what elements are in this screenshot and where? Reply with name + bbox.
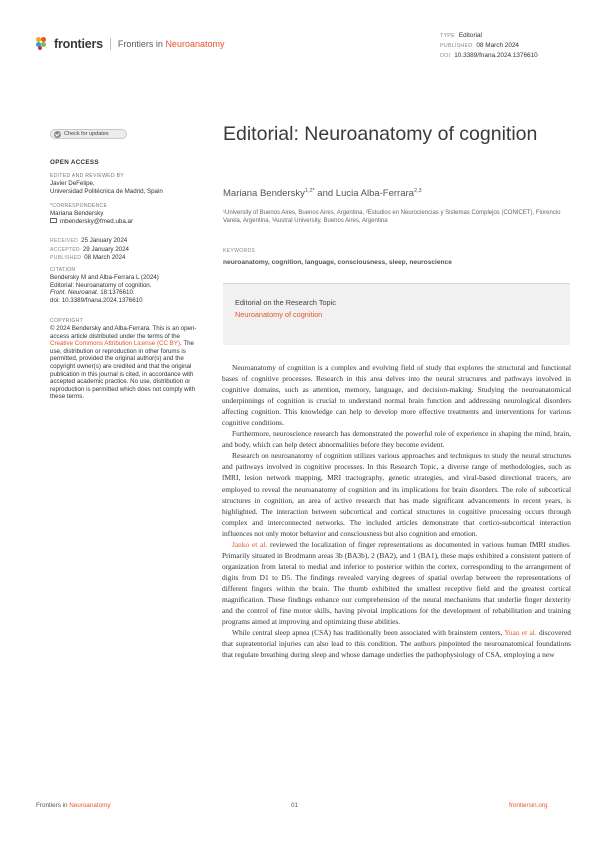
paragraph: While central sleep apnea (CSA) has traditionally been associated with brainstem centers, Yuan et al. discovered that supratentorial injuries can also lead to this condition. The authors pinpointed the neuroanatomical foundations that regulate breathing during sleep and whose damage underlies the pathophysiology of CSA, employing a new (222, 628, 571, 660)
page-number: 01 (291, 802, 299, 809)
paragraph: Neuroanatomy of cognition is a complex and evolving field of study that explores the structural and functional bases of cognitive processes. Research in this area delves into the neural structures and pathways involved in cognitive domains, such as attention, memory, language, and decision-making. Studying the neuroanatomical underpinnings of cognition is crucial to understand normal brain function and addressing neurological disorders affecting cognition. This knowledge can help to develop more effective treatments and interventions for various cognitive conditions. (222, 363, 571, 428)
paragraph: Janko et al. reviewed the localization of finger representations as documented in various human fMRI studies. Primarily situated in Brodmann areas 3b (BA3b), 2 (BA2), and 1 (BA1), these maps exhibited a consistent pattern of organization from lateral to medial and inferior to posterior within the cortex, corresponding to the arrangement of digits from D1 to D5. The findings revealed varying degrees of spatial overlap between the representations of different fingers within the brain. The thumb exhibited the smallest receptive field and the greatest cortical magnification. These findings enhance our comprehension of the neural mechanisms that underlie finger dexterity and the control of fine motor skills, having pivotal implications for the development of rehabilitation and training programs aimed at improving and optimizing these abilities. (222, 539, 572, 627)
edited-label: EDITED AND REVIEWED BY (50, 173, 124, 179)
logo-text: frontiers (54, 37, 103, 51)
reference-link[interactable]: Yuan et al. (504, 628, 537, 638)
author-link[interactable]: Mariana Bendersky (223, 188, 305, 200)
checkmark-icon (54, 131, 61, 138)
footer-journal: Frontiers in Neuroanatomy (36, 802, 111, 809)
editor-info: Javier DeFelipe, Universidad Politécnica de Madrid, Spain (50, 180, 163, 195)
check-for-updates-button[interactable]: Check for updates (50, 129, 127, 139)
journal-name: Frontiers in Neuroanatomy (117, 39, 225, 49)
footer-site-link[interactable]: frontiersin.org (509, 802, 548, 809)
article-type: Editorial (458, 32, 482, 39)
correspondence-label: *CORRESPONDENCE (50, 203, 108, 209)
author-link[interactable]: Lucia Alba-Ferrara (335, 188, 414, 200)
topic-heading: Editorial on the Research Topic (235, 298, 336, 307)
author-list: Mariana Bendersky$^{1,2*}$ and Lucia Alba-Ferrara$^{2,3}$ (223, 188, 422, 200)
article-meta: TYPE Editorial PUBLISHED 08 March 2024 DOI 10.3389/fnana.2024.1376610 (440, 32, 538, 59)
logo-divider (110, 38, 111, 50)
paragraph: Furthermore, neuroscience research has demonstrated the powerful role of experience in shaping the mind, brain, and body, which can help detect abnormalities before they become evident. (222, 429, 571, 450)
open-access-label: OPEN ACCESS (50, 159, 99, 166)
paragraph: Research on neuroanatomy of cognition utilizes various approaches and techniques to study the neural structures and pathways involved in cognitive processes. In this Research Topic, a diverse range of methodologies, such as fMRI, lesion network mapping, MRI tractography, genetic strategies, and viral-based directional tracers, are employed to reveal the neuroanatomy of cognition and its implications for brain disorders. The role of subcortical structures in cognition, an area of active research that has made significant advancements in recent years, is highlighted. The interaction between subcortical and cortical structures in cognitive processing occurs through complex and interconnected networks. The included articles demonstrate that cortico-subcortical interaction influences not only motor behavior and consciousness but also cognition and emotion. (222, 451, 571, 538)
frontiers-logo-icon (36, 37, 50, 51)
keywords: neuroanatomy, cognition, language, consciousness, sleep, neuroscience (223, 259, 452, 266)
citation-info: Bendersky M and Alba-Ferrara L (2024) Editorial: Neuroanatomy of cognition. Front. Neuroanat. 18:1376610. doi: 10.3389/fnana.2024.1376610 (50, 274, 159, 304)
corr-email[interactable]: mbendersky@fmed.uba.ar (60, 217, 134, 225)
keywords-label: KEYWORDS (223, 248, 256, 254)
article-body (222, 362, 571, 660)
doi-link[interactable]: 10.3389/fnana.2024.1376610 (454, 52, 538, 59)
article-title: Editorial: Neuroanatomy of cognition (223, 123, 538, 145)
citation-label: CITATION (50, 267, 76, 273)
copyright-label: COPYRIGHT (50, 318, 83, 324)
mail-icon (50, 218, 57, 223)
frontiers-logo[interactable] (36, 36, 224, 52)
copyright-text: © 2024 Bendersky and Alba-Ferrara. This is an open-access article distributed under the terms of the Creative Commons Attribution License (CC BY). The use, distribution or reproduction in other forums is permitted, provided the original author(s) and the copyright owner(s) are credited and that the original publication in this journal is cited, in accordance with accepted academic practice. No use, distribution or reproduction is permitted which does not comply with these terms. (50, 325, 197, 401)
cc-license-link[interactable]: Creative Commons Attribution License (CC BY) (50, 340, 180, 348)
affiliations: ¹University of Buenos Aires, Buenos Aires, Argentina, ²Estudios en Neurociencias y Sistemas Complejos (CONICET), Florencio Varela, Argentina, ³Austral University, Buenos Aires, Argentina (223, 210, 561, 225)
research-topic-box (223, 283, 570, 345)
dates-block: RECEIVED 25 January 2024 ACCEPTED 29 January 2024 PUBLISHED 08 March 2024 (50, 237, 129, 262)
correspondence-info: Mariana Bendersky mbendersky@fmed.uba.ar (50, 210, 134, 225)
published-date: 08 March 2024 (476, 42, 519, 49)
reference-link[interactable]: Janko et al. (232, 539, 268, 549)
topic-link[interactable]: Neuroanatomy of cognition (235, 310, 323, 319)
